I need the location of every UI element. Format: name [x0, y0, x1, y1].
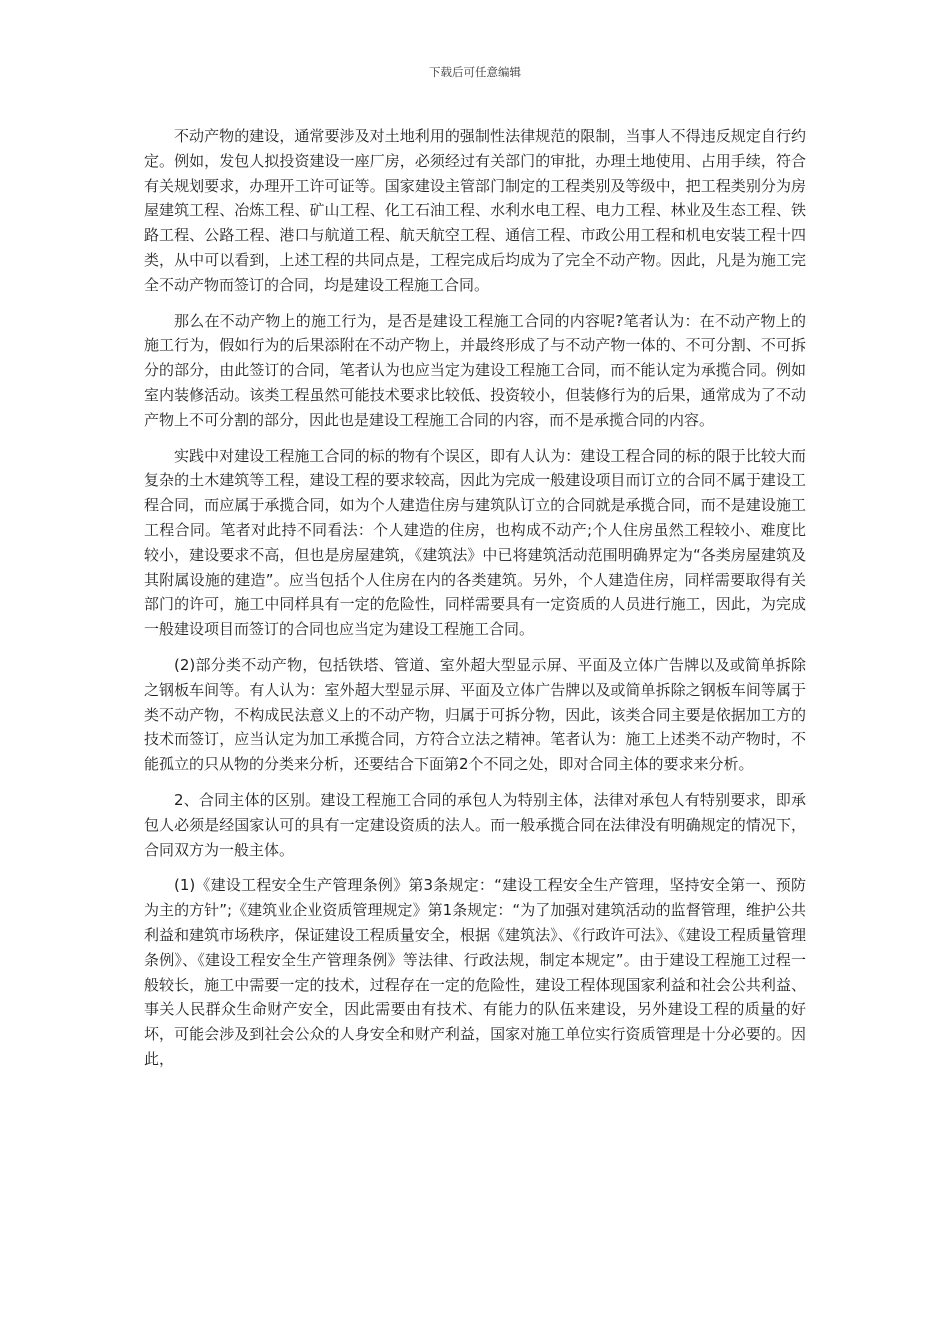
paragraph-contract-parties-difference: 2、合同主体的区别。建设工程施工合同的承包人为特别主体，法律对承包人有特别要求，即承包人必须是经国家认可的具有一定建设资质的法人。而一般承揽合同在法律没有明确规定的情况下，合同双方为一般主体。: [144, 790, 806, 859]
paragraph-quasi-real-property: (2)部分类不动产物，包括铁塔、管道、室外超大型显示屏、平面及立体广告牌以及或简单拆除之钢板车间等。有人认为：室外超大型显示屏、平面及立体广告牌以及或简单拆除之钢板车间等属于类不动产物，不构成民法意义上的不动产物，归属于可拆分物，因此，该类合同主要是依据加工方的技术而签订，应当认定为加工承揽合同，方符合立法之精神。笔者认为：施工上述类不动产物时，不能孤立的只从物的分类来分析，还要结合下面第2个不同之处，即对合同主体的要求来分析。: [144, 655, 806, 774]
paragraph-construction-on-real-property: 那么在不动产物上的施工行为，是否是建设工程施工合同的内容呢?笔者认为：在不动产物上的施工行为，假如行为的后果添附在不动产物上，并最终形成了与不动产物一体的、不可分割、不可拆分的部分，由此签订的合同，笔者认为也应当定为建设工程施工合同，而不能认定为承揽合同。例如室内装修活动。该类工程虽然可能技术要求比较低、投资较小，但装修行为的后果，通常成为了不动产物上不可分割的部分，因此也是建设工程施工合同的内容，而不是承揽合同的内容。: [144, 311, 806, 429]
paragraph-misconception-subject-matter: 实践中对建设工程施工合同的标的物有个误区，即有人认为：建设工程合同的标的限于比较大而复杂的土木建筑等工程，建设工程的要求较高，因此为完成一般建设项目而订立的合同不属于建设工程合同，而应属于承揽合同，如为个人建造住房与建筑队订立的合同就是承揽合同，而不是建设施工工程合同。笔者对此持不同看法：个人建造的住房，也构成不动产;个人住房虽然工程较小、难度比较小，建设要求不高，但也是房屋建筑，《建筑法》中已将建筑活动范围明确界定为“各类房屋建筑及其附属设施的建造”。应当包括个人住房在内的各类建筑。另外，个人建造住房，同样需要取得有关部门的许可，施工中同样具有一定的危险性，同样需要具有一定资质的人员进行施工，因此，为完成一般建设项目而签订的合同也应当定为建设工程施工合同。: [144, 446, 806, 639]
paragraph-safety-regulations: (1)《建设工程安全生产管理条例》第3条规定：“建设工程安全生产管理，坚持安全第一、预防为主的方针”;《建筑业企业资质管理规定》第1条规定：“为了加强对建筑活动的监督管理，维护公共利益和建筑市场秩序，保证建设工程质量安全，根据《建筑法》、《行政许可法》、《建设工程质量管理条例》、《建设工程安全生产管理条例》等法律、行政法规，制定本规定”。由于建设工程施工过程一般较长，施工中需要一定的技术，过程存在一定的危险性，建设工程体现国家利益和社会公共利益、事关人民群众生命财产安全，因此需要由有技术、有能力的队伍来建设，另外建设工程的质量的好坏，可能会涉及到社会公众的人身安全和财产利益，国家对施工单位实行资质管理是十分必要的。因此，: [144, 876, 806, 1068]
document-body: [144, 124, 806, 1083]
paragraph-real-property-construction: 不动产物的建设，通常要涉及对土地利用的强制性法律规范的限制，当事人不得违反规定自行约定。例如，发包人拟投资建设一座厂房，必须经过有关部门的审批，办理土地使用、占用手续，符合有关规划要求，办理开工许可证等。国家建设主管部门制定的工程类别及等级中，把工程类别分为房屋建筑工程、冶炼工程、矿山工程、化工石油工程、水利水电工程、电力工程、林业及生态工程、铁路工程、公路工程、港口与航道工程、航天航空工程、通信工程、市政公用工程和机电安装工程十四类，从中可以看到，上述工程的共同点是，工程完成后均成为了完全不动产物。因此，凡是为施工完全不动产物而签订的合同，均是建设工程施工合同。: [144, 127, 806, 294]
page-header-note: 下载后可任意编辑: [429, 65, 521, 79]
